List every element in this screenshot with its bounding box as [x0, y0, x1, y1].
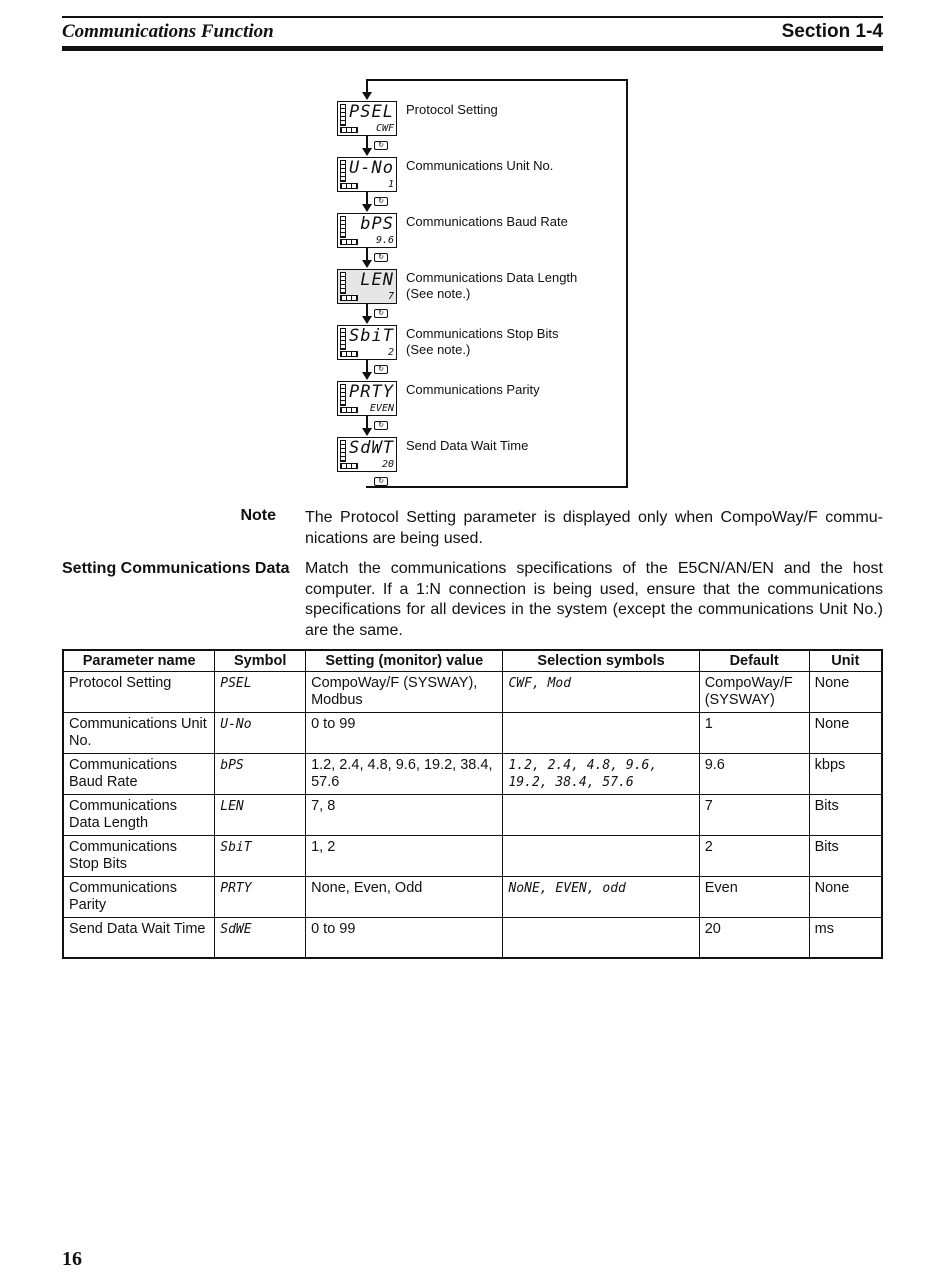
- table-cell: Communications Unit No.: [63, 713, 215, 754]
- table-cell: Bits: [809, 795, 882, 836]
- parameter-name: Communications Stop Bits: [406, 326, 559, 341]
- controller-display: [337, 213, 397, 248]
- table-cell: CWF, Mod: [503, 672, 699, 713]
- column-header: Symbol: [215, 650, 306, 672]
- mode-key-icon: ↻: [374, 421, 388, 430]
- display-symbol: SdWT: [349, 438, 394, 458]
- display-value: 9.6: [375, 235, 394, 246]
- indicator-leds: [340, 160, 346, 182]
- down-arrow-icon: [362, 428, 372, 436]
- table-cell: PSEL: [215, 672, 306, 713]
- mode-key-icon: ↻: [374, 197, 388, 206]
- indicator-leds: [340, 272, 346, 294]
- indicator-leds: [340, 104, 346, 126]
- loop-line-entry: [366, 79, 368, 93]
- key-indicators: [340, 295, 358, 301]
- key-indicators: [340, 407, 358, 413]
- table-cell: 1, 2: [306, 836, 503, 877]
- column-header: Unit: [809, 650, 882, 672]
- table-cell: CompoWay/F (SYSWAY): [699, 672, 809, 713]
- loop-line-top: [366, 79, 628, 81]
- table-cell: CompoWay/F (SYSWAY), Modbus: [306, 672, 503, 713]
- setting-text: Match the communications specifications of the E5CN/AN/EN and the host computer. If a 1:N connection is being used, ensure that the communications specifications for all devices in the system (except the communications Unit No.) are the same.: [305, 560, 883, 639]
- table-cell: Protocol Setting: [63, 672, 215, 713]
- indicator-leds: [340, 216, 346, 238]
- table-cell: Communications Stop Bits: [63, 836, 215, 877]
- table-row: [63, 754, 882, 795]
- display-value: 1: [387, 179, 394, 190]
- controller-display: [337, 269, 397, 304]
- header-top-rule: [62, 16, 883, 18]
- key-indicators: [340, 127, 358, 133]
- indicator-leds: [340, 440, 346, 462]
- table-cell: None: [809, 713, 882, 754]
- table-cell: 20: [699, 918, 809, 958]
- table-cell: kbps: [809, 754, 882, 795]
- table-header-row: [63, 650, 882, 672]
- indicator-leds: [340, 328, 346, 350]
- down-arrow-icon: [362, 260, 372, 268]
- table-cell: Send Data Wait Time: [63, 918, 215, 958]
- controller-display: [337, 437, 397, 472]
- table-row: [63, 918, 882, 958]
- display-value: EVEN: [369, 403, 394, 414]
- chapter-title: Communications Function: [62, 21, 274, 42]
- table-cell: Bits: [809, 836, 882, 877]
- parameter-note: (See note.): [406, 286, 471, 301]
- mode-key-icon: ↻: [374, 477, 388, 486]
- header-bottom-rule: [62, 46, 883, 51]
- display-symbol: LEN: [360, 270, 394, 290]
- table-cell: Communications Parity: [63, 877, 215, 918]
- column-header: Setting (monitor) value: [306, 650, 503, 672]
- parameter-name: Send Data Wait Time: [406, 438, 529, 453]
- parameter-label: [406, 102, 498, 118]
- column-header: Default: [699, 650, 809, 672]
- table-cell: None: [809, 877, 882, 918]
- table-cell: 1.2, 2.4, 4.8, 9.6, 19.2, 38.4, 57.6: [503, 754, 699, 795]
- controller-display: [337, 157, 397, 192]
- table-cell: 2: [699, 836, 809, 877]
- down-arrow-icon: [362, 316, 372, 324]
- section-number: Section 1-4: [781, 21, 883, 42]
- parameter-label: [406, 214, 568, 230]
- parameter-table: [62, 649, 883, 959]
- mode-key-icon: ↻: [374, 253, 388, 262]
- controller-display: [337, 325, 397, 360]
- display-symbol: PSEL: [349, 102, 394, 122]
- table-row: [63, 877, 882, 918]
- table-cell: SdWE: [215, 918, 306, 958]
- display-value: 2: [387, 347, 394, 358]
- table-cell: Even: [699, 877, 809, 918]
- table-cell: 7, 8: [306, 795, 503, 836]
- table-cell: bPS: [215, 754, 306, 795]
- down-arrow-icon: [362, 204, 372, 212]
- display-symbol: bPS: [360, 214, 394, 234]
- display-value: CWF: [375, 123, 394, 134]
- table-row: [63, 713, 882, 754]
- table-cell: Communications Baud Rate: [63, 754, 215, 795]
- table-cell: PRTY: [215, 877, 306, 918]
- table-cell: 7: [699, 795, 809, 836]
- loop-line-bottom: [366, 486, 628, 488]
- controller-display: [337, 101, 397, 136]
- table-cell: None: [809, 672, 882, 713]
- down-arrow-icon: [362, 372, 372, 380]
- table-cell: U-No: [215, 713, 306, 754]
- down-arrow-icon: [362, 148, 372, 156]
- table-cell: [503, 918, 699, 958]
- table-cell: SbiT: [215, 836, 306, 877]
- table-cell: 0 to 99: [306, 713, 503, 754]
- note-label: Note: [240, 507, 276, 524]
- table-row: [63, 672, 882, 713]
- display-value: 20: [381, 459, 394, 470]
- parameter-name: Communications Data Length: [406, 270, 578, 285]
- column-header: Parameter name: [63, 650, 215, 672]
- table-cell: [503, 795, 699, 836]
- table-cell: 1.2, 2.4, 4.8, 9.6, 19.2, 38.4, 57.6: [306, 754, 503, 795]
- table-cell: LEN: [215, 795, 306, 836]
- parameter-label: [406, 438, 528, 454]
- parameter-label: [406, 382, 540, 398]
- parameter-note: (See note.): [406, 342, 471, 357]
- column-header: Selection symbols: [503, 650, 699, 672]
- table-row: [63, 795, 882, 836]
- table-cell: None, Even, Odd: [306, 877, 503, 918]
- mode-key-icon: ↻: [374, 309, 388, 318]
- setting-heading: Setting Communications Data: [62, 560, 290, 577]
- parameter-label: [406, 158, 553, 174]
- parameter-name: Communications Unit No.: [406, 158, 554, 173]
- table-cell: 1: [699, 713, 809, 754]
- note-text: The Protocol Setting parameter is displayed only when CompoWay/F commu-nications are being used.: [305, 509, 883, 547]
- loop-line-right: [626, 79, 628, 488]
- display-symbol: PRTY: [349, 382, 394, 402]
- display-symbol: U-No: [349, 158, 394, 178]
- table-cell: 0 to 99: [306, 918, 503, 958]
- parameter-label: [406, 326, 558, 358]
- page-number: 16: [62, 1248, 82, 1270]
- table-row: [63, 836, 882, 877]
- mode-key-icon: ↻: [374, 365, 388, 374]
- key-indicators: [340, 239, 358, 245]
- key-indicators: [340, 351, 358, 357]
- parameter-label: [406, 270, 577, 302]
- table-cell: [503, 713, 699, 754]
- display-symbol: SbiT: [349, 326, 394, 346]
- key-indicators: [340, 183, 358, 189]
- parameter-name: Communications Baud Rate: [406, 214, 568, 229]
- table-cell: ms: [809, 918, 882, 958]
- table-cell: NoNE, EVEN, odd: [503, 877, 699, 918]
- table-cell: 9.6: [699, 754, 809, 795]
- table-cell: Communications Data Length: [63, 795, 215, 836]
- entry-arrow-icon: [362, 92, 372, 100]
- table-cell: [503, 836, 699, 877]
- mode-key-icon: ↻: [374, 141, 388, 150]
- display-value: 7: [387, 291, 394, 302]
- key-indicators: [340, 463, 358, 469]
- parameter-name: Protocol Setting: [406, 102, 498, 117]
- indicator-leds: [340, 384, 346, 406]
- parameter-name: Communications Parity: [406, 382, 540, 397]
- controller-display: [337, 381, 397, 416]
